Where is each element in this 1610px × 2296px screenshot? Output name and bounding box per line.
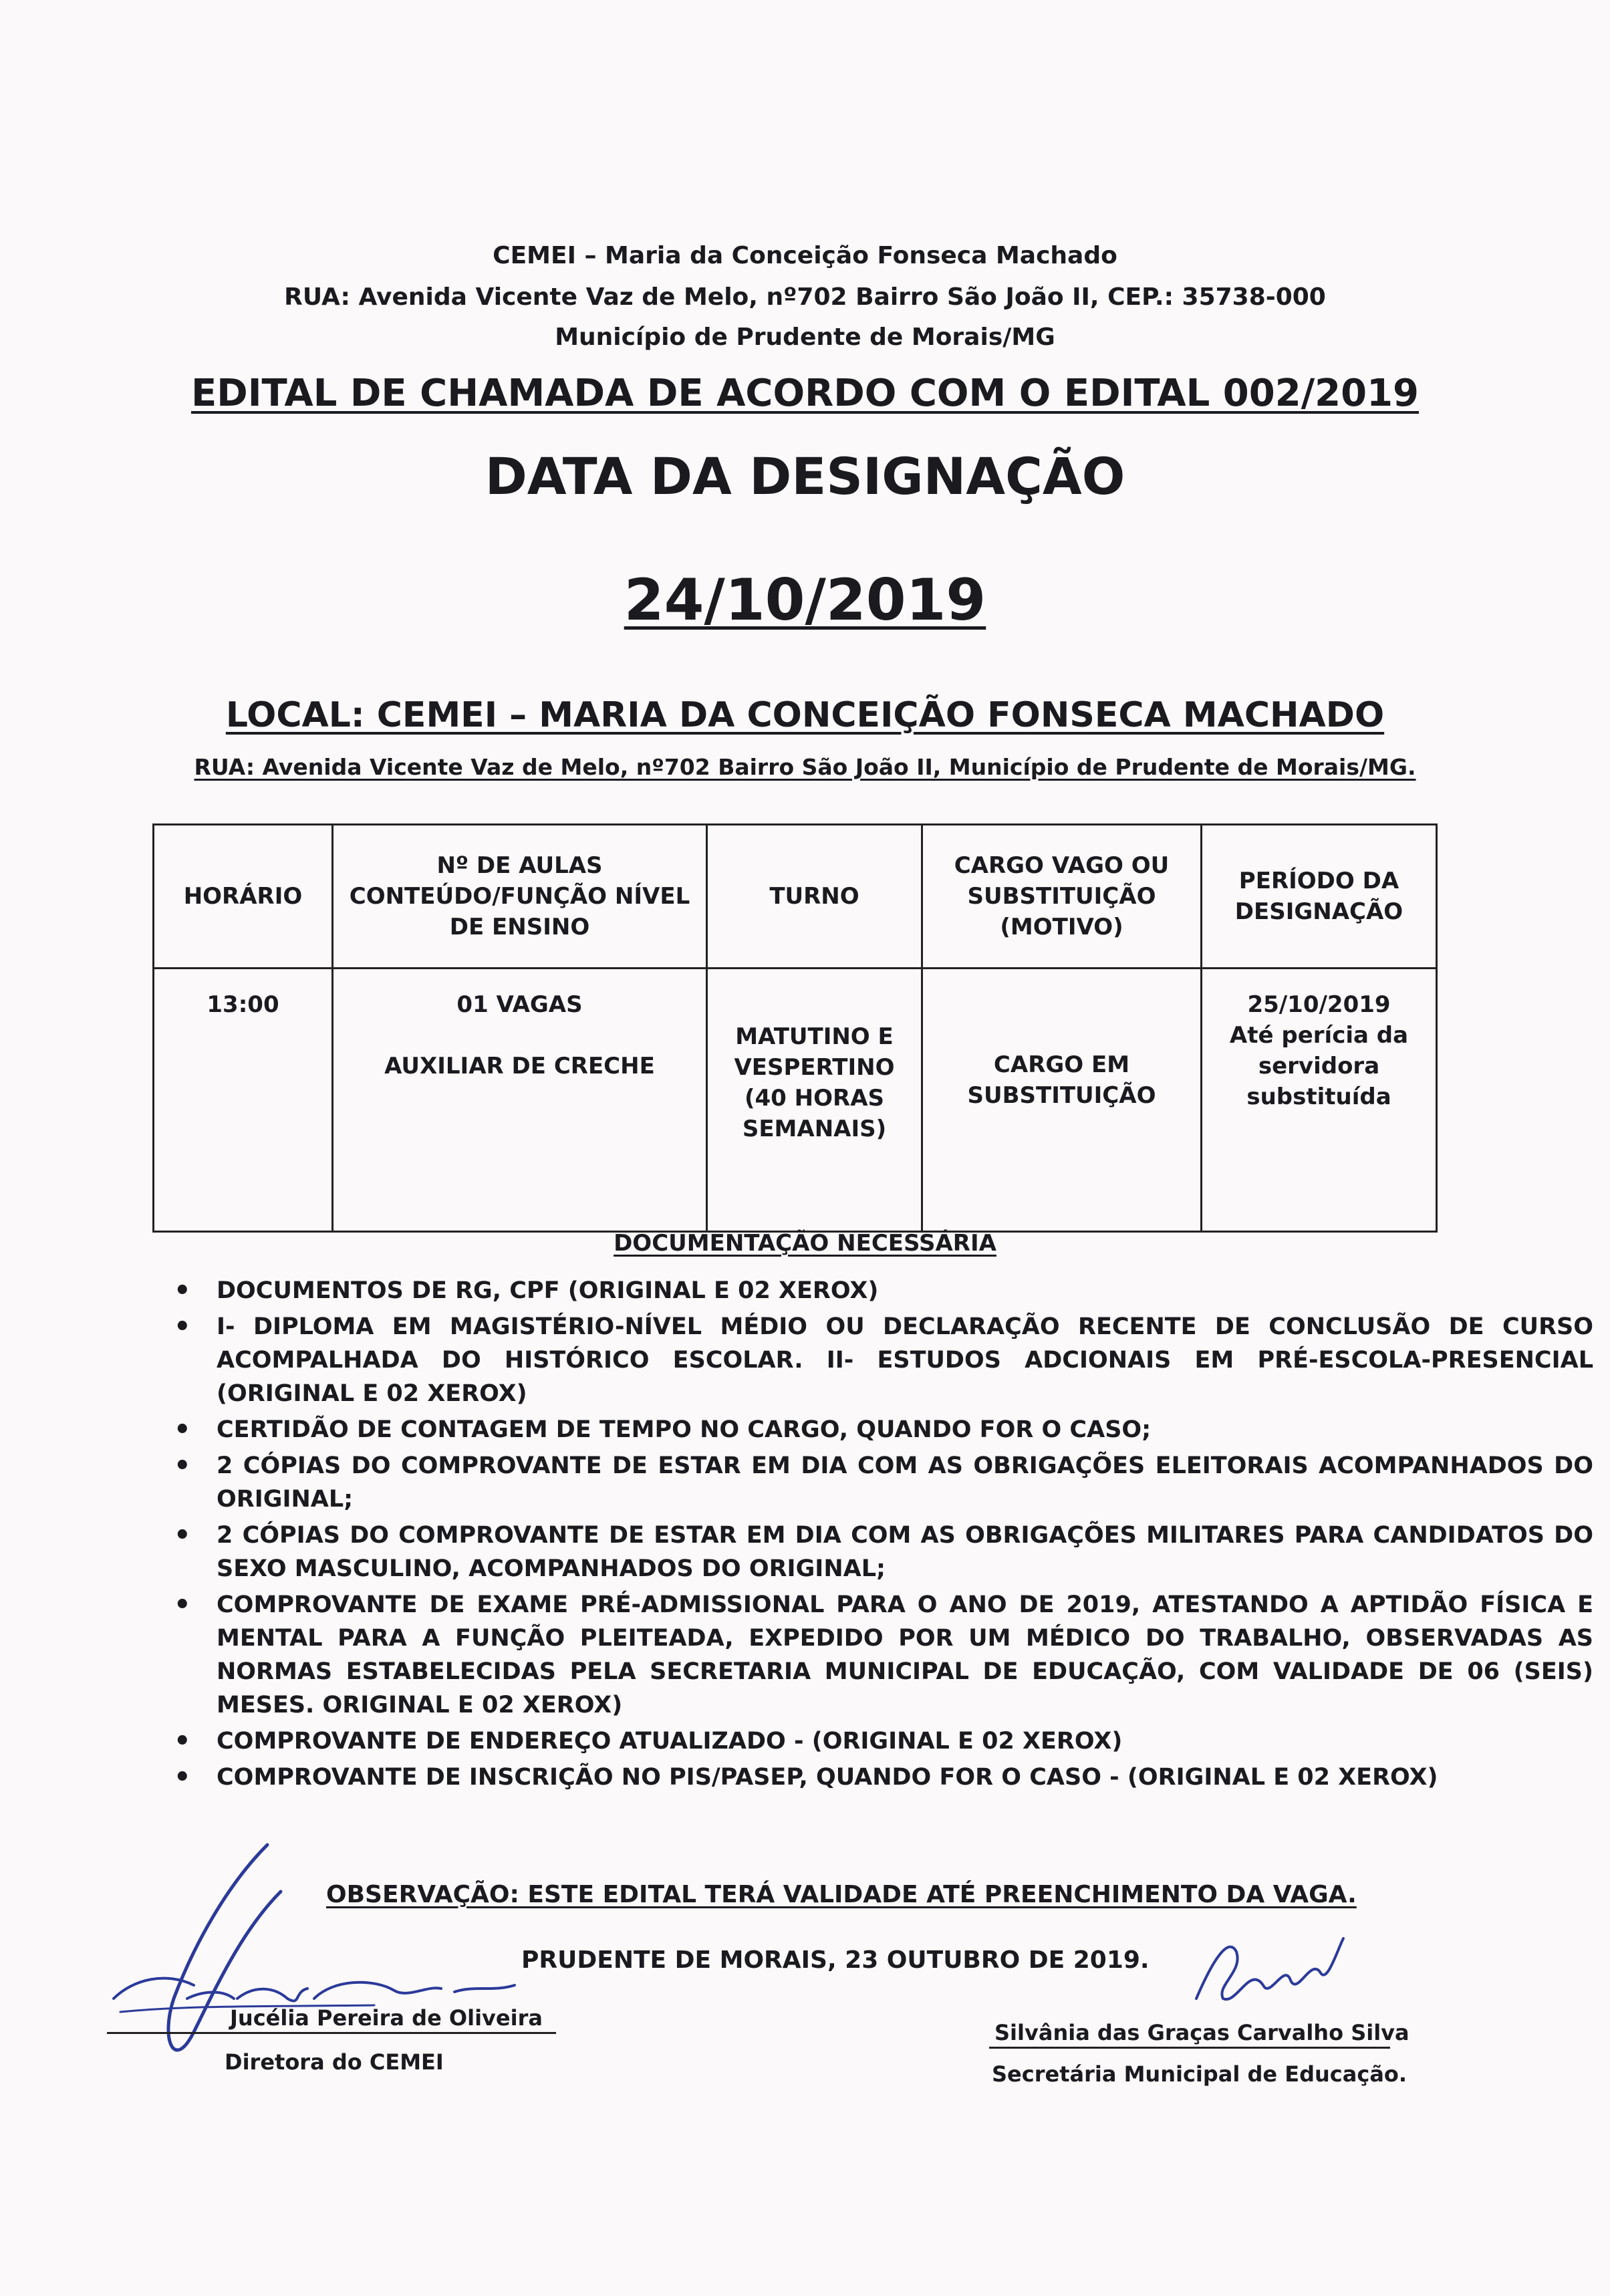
- director-signature-icon: [94, 1831, 601, 2085]
- cell-cargo: CARGO EM SUBSTITUIÇÃO: [922, 969, 1202, 1232]
- documentation-list: [174, 1274, 1593, 1797]
- list-item: • COMPROVANTE DE EXAME PRÉ-ADMISSIONAL PARA O ANO DE 2019, ATESTANDO A APTIDÃO FÍSICA E MENTAL PARA A FUNÇÃO PLEITEADA, EXPEDIDO POR UM MÉDICO DO TRABALHO, OBSERVADAS AS NORMAS ESTABELECIDAS PELA SECRETARIA MUNICIPAL DE EDUCAÇÃO, COM VALIDADE DE 06 (SEIS) MESES. ORIGINAL E 02 XEROX): [217, 1588, 1593, 1722]
- list-item: • CERTIDÃO DE CONTAGEM DE TEMPO NO CARGO, QUANDO FOR O CASO;: [217, 1413, 1593, 1446]
- table-header-row: [154, 825, 1437, 969]
- list-item: • COMPROVANTE DE INSCRIÇÃO NO PIS/PASEP, QUANDO FOR O CASO - (ORIGINAL E 02 XEROX): [217, 1761, 1593, 1794]
- cell-turno: MATUTINO E VESPERTINO (40 HORAS SEMANAIS): [707, 969, 922, 1232]
- cell-funcao: [333, 969, 707, 1232]
- list-item: • COMPROVANTE DE ENDEREÇO ATUALIZADO - (ORIGINAL E 02 XEROX): [217, 1725, 1593, 1758]
- table-header: HORÁRIO: [154, 825, 333, 969]
- header-municipality: Município de Prudente de Morais/MG: [555, 324, 1055, 351]
- signature-line: [107, 2032, 556, 2034]
- periodo-date: 25/10/2019: [1247, 991, 1391, 1018]
- vagas-text: 01 VAGAS: [456, 991, 583, 1018]
- list-item: • I- DIPLOMA EM MAGISTÉRIO-NÍVEL MÉDIO OU DECLARAÇÃO RECENTE DE CONCLUSÃO DE CURSO ACOMPALHADA DO HISTÓRICO ESCOLAR. II- ESTUDOS ADCIONAIS EM PRÉ-ESCOLA-PRESENCIAL (ORIGINAL E 02 XEROX): [217, 1310, 1593, 1410]
- director-role: Diretora do CEMEI: [225, 2049, 444, 2075]
- documentation-title: DOCUMENTAÇÃO NECESSÁRIA: [614, 1230, 996, 1257]
- periodo-text: Até perícia da servidora substituída: [1229, 1022, 1409, 1110]
- designation-heading: DATA DA DESIGNAÇÃO: [485, 447, 1125, 506]
- header-address: RUA: Avenida Vicente Vaz de Melo, nº702 Bairro São João II, CEP.: 35738-000: [284, 283, 1326, 311]
- header-institution: CEMEI – Maria da Conceição Fonseca Machado: [493, 242, 1117, 269]
- table-row: [154, 969, 1437, 1232]
- edital-title: EDITAL DE CHAMADA DE ACORDO COM O EDITAL 002/2019: [190, 372, 1420, 415]
- secretary-role: Secretária Municipal de Educação.: [992, 2061, 1407, 2087]
- local-heading: LOCAL: CEMEI – MARIA DA CONCEIÇÃO FONSECA MACHADO: [225, 695, 1385, 735]
- secretary-name: Silvânia das Graças Carvalho Silva: [994, 2020, 1410, 2045]
- cell-horario: 13:00: [154, 969, 333, 1232]
- list-item: • 2 CÓPIAS DO COMPROVANTE DE ESTAR EM DIA COM AS OBRIGAÇÕES ELEITORAIS ACOMPANHADOS DO ORIGINAL;: [217, 1449, 1593, 1516]
- designation-date: 24/10/2019: [624, 567, 986, 634]
- list-item: • 2 CÓPIAS DO COMPROVANTE DE ESTAR EM DIA COM AS OBRIGAÇÕES MILITARES PARA CANDIDATOS DO SEXO MASCULINO, ACOMPANHADOS DO ORIGINAL;: [217, 1519, 1593, 1585]
- signature-line: [989, 2047, 1390, 2049]
- local-address: RUA: Avenida Vicente Vaz de Melo, nº702 Bairro São João II, Município de Prudente de Morais/MG.: [194, 754, 1416, 780]
- table-header: PERÍODO DA DESIGNAÇÃO: [1202, 825, 1437, 969]
- cell-periodo: [1202, 969, 1437, 1232]
- table-header: TURNO: [707, 825, 922, 969]
- place-date: PRUDENTE DE MORAIS, 23 OUTUBRO DE 2019.: [521, 1946, 1150, 1974]
- table-header: Nº DE AULAS CONTEÚDO/FUNÇÃO NÍVEL DE ENSINO: [333, 825, 707, 969]
- funcao-text: AUXILIAR DE CRECHE: [384, 1053, 655, 1079]
- secretary-signature-icon: [1176, 1925, 1350, 2032]
- vacancy-table: [152, 823, 1438, 1233]
- table-header: CARGO VAGO OU SUBSTITUIÇÃO (MOTIVO): [922, 825, 1202, 969]
- list-item: • DOCUMENTOS DE RG, CPF (ORIGINAL E 02 XEROX): [217, 1274, 1593, 1307]
- observation-note: OBSERVAÇÃO: ESTE EDITAL TERÁ VALIDADE ATÉ PREENCHIMENTO DA VAGA.: [326, 1881, 1357, 1908]
- director-name: Jucélia Pereira de Oliveira: [230, 2005, 543, 2031]
